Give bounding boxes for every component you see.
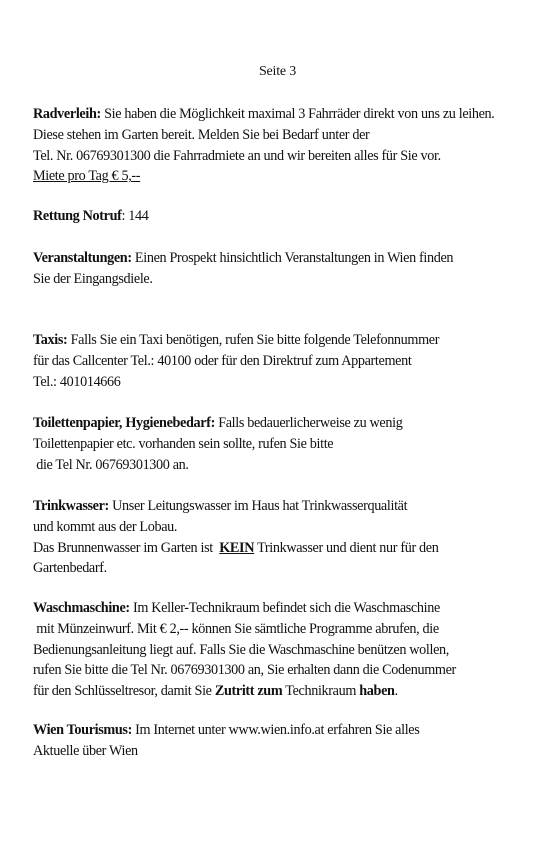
rettung-heading: Rettung Notruf — [33, 208, 122, 224]
taxis-text-1: Falls Sie ein Taxi benötigen, rufen Sie bitte folgende Telefonnummer — [67, 332, 440, 348]
veranstaltungen-line-1 — [33, 248, 548, 269]
taxis-line-1 — [33, 330, 548, 351]
wien-tourismus-line-1 — [33, 720, 548, 741]
radverleih-line-2: Diese stehen im Garten bereit. Melden Sie bei Bedarf unter der — [33, 126, 370, 143]
section-veranstaltungen — [33, 248, 548, 290]
trinkwasser-kein-emphasis: KEIN — [219, 539, 255, 556]
section-radverleih — [33, 104, 548, 187]
waschmaschine-line-5 — [33, 681, 548, 702]
waschmaschine-text-5b: Technikraum — [282, 683, 360, 700]
section-wien-tourismus — [33, 720, 548, 762]
waschmaschine-period: . — [394, 683, 398, 700]
waschmaschine-zutritt: Zutritt zum — [214, 683, 283, 700]
trinkwasser-line-3 — [33, 538, 548, 559]
waschmaschine-heading: Waschmaschine: — [33, 600, 130, 616]
trinkwasser-line-1 — [33, 496, 548, 517]
waschmaschine-text-1: Im Keller-Technikraum befindet sich die Waschmaschine — [129, 600, 440, 616]
waschmaschine-line-2: mit Münzeinwurf. Mit € 2,-- können Sie sämtliche Programme abrufen, die — [33, 620, 439, 637]
section-taxis — [33, 330, 548, 392]
waschmaschine-text-5a: für den Schlüsseltresor, damit Sie — [33, 683, 215, 700]
veranstaltungen-text-1: Einen Prospekt hinsichtlich Veranstaltungen in Wien finden — [131, 250, 454, 266]
rettung-number: : 144 — [121, 208, 149, 224]
toilettenpapier-text-1: Falls bedauerlicherweise zu wenig — [215, 415, 403, 431]
taxis-line-2: für das Callcenter Tel.: 40100 oder für den Direktruf zum Appartement — [33, 352, 412, 369]
toilettenpapier-line-2: Toilettenpapier etc. vorhanden sein sollte, rufen Sie bitte — [33, 435, 334, 452]
wien-tourismus-heading: Wien Tourismus: — [33, 722, 132, 738]
rettung-line — [33, 206, 548, 227]
toilettenpapier-line-1 — [33, 413, 548, 434]
waschmaschine-line-3: Bedienungsanleitung liegt auf. Falls Sie die Waschmaschine benützen wollen, — [33, 641, 449, 658]
trinkwasser-heading: Trinkwasser: — [33, 498, 109, 514]
wien-tourismus-text-1: Im Internet unter www.wien.info.at erfahren Sie alles — [131, 722, 420, 738]
wien-tourismus-line-2: Aktuelle über Wien — [33, 742, 138, 759]
radverleih-heading: Radverleih: — [33, 106, 101, 122]
waschmaschine-line-1 — [33, 598, 548, 619]
veranstaltungen-heading: Veranstaltungen: — [33, 250, 132, 266]
section-rettung — [33, 206, 548, 227]
trinkwasser-text-1: Unser Leitungswasser im Haus hat Trinkwasserqualität — [108, 498, 408, 514]
veranstaltungen-line-2: Sie der Eingangsdiele. — [33, 270, 153, 287]
page-number: Seite 3 — [258, 64, 297, 79]
radverleih-price: Miete pro Tag € 5,-- — [33, 168, 141, 185]
radverleih-text-1: Sie haben die Möglichkeit maximal 3 Fahrräder direkt von uns zu leihen. — [100, 106, 495, 122]
taxis-heading: Taxis: — [33, 332, 68, 348]
toilettenpapier-line-3: die Tel Nr. 06769301300 an. — [33, 456, 189, 473]
trinkwasser-line-4: Gartenbedarf. — [33, 560, 107, 577]
section-trinkwasser — [33, 496, 548, 579]
section-waschmaschine — [33, 598, 548, 702]
taxis-line-3: Tel.: 401014666 — [33, 373, 121, 390]
waschmaschine-line-4: rufen Sie bitte die Tel Nr. 06769301300 an, Sie erhalten dann die Codenummer — [33, 662, 456, 679]
waschmaschine-haben: haben — [359, 683, 395, 700]
radverleih-line-3: Tel. Nr. 06769301300 die Fahrradmiete an und wir bereiten alles für Sie vor. — [33, 147, 441, 164]
section-toilettenpapier — [33, 413, 548, 475]
trinkwasser-line-2: und kommt aus der Lobau. — [33, 518, 178, 535]
toilettenpapier-heading: Toilettenpapier, Hygienebedarf: — [33, 415, 215, 431]
trinkwasser-text-3a: Das Brunnenwasser im Garten ist — [33, 539, 220, 556]
radverleih-line-1 — [33, 104, 548, 125]
radverleih-price-line — [33, 166, 548, 187]
trinkwasser-text-3b: Trinkwasser und dient nur für den — [254, 539, 439, 556]
